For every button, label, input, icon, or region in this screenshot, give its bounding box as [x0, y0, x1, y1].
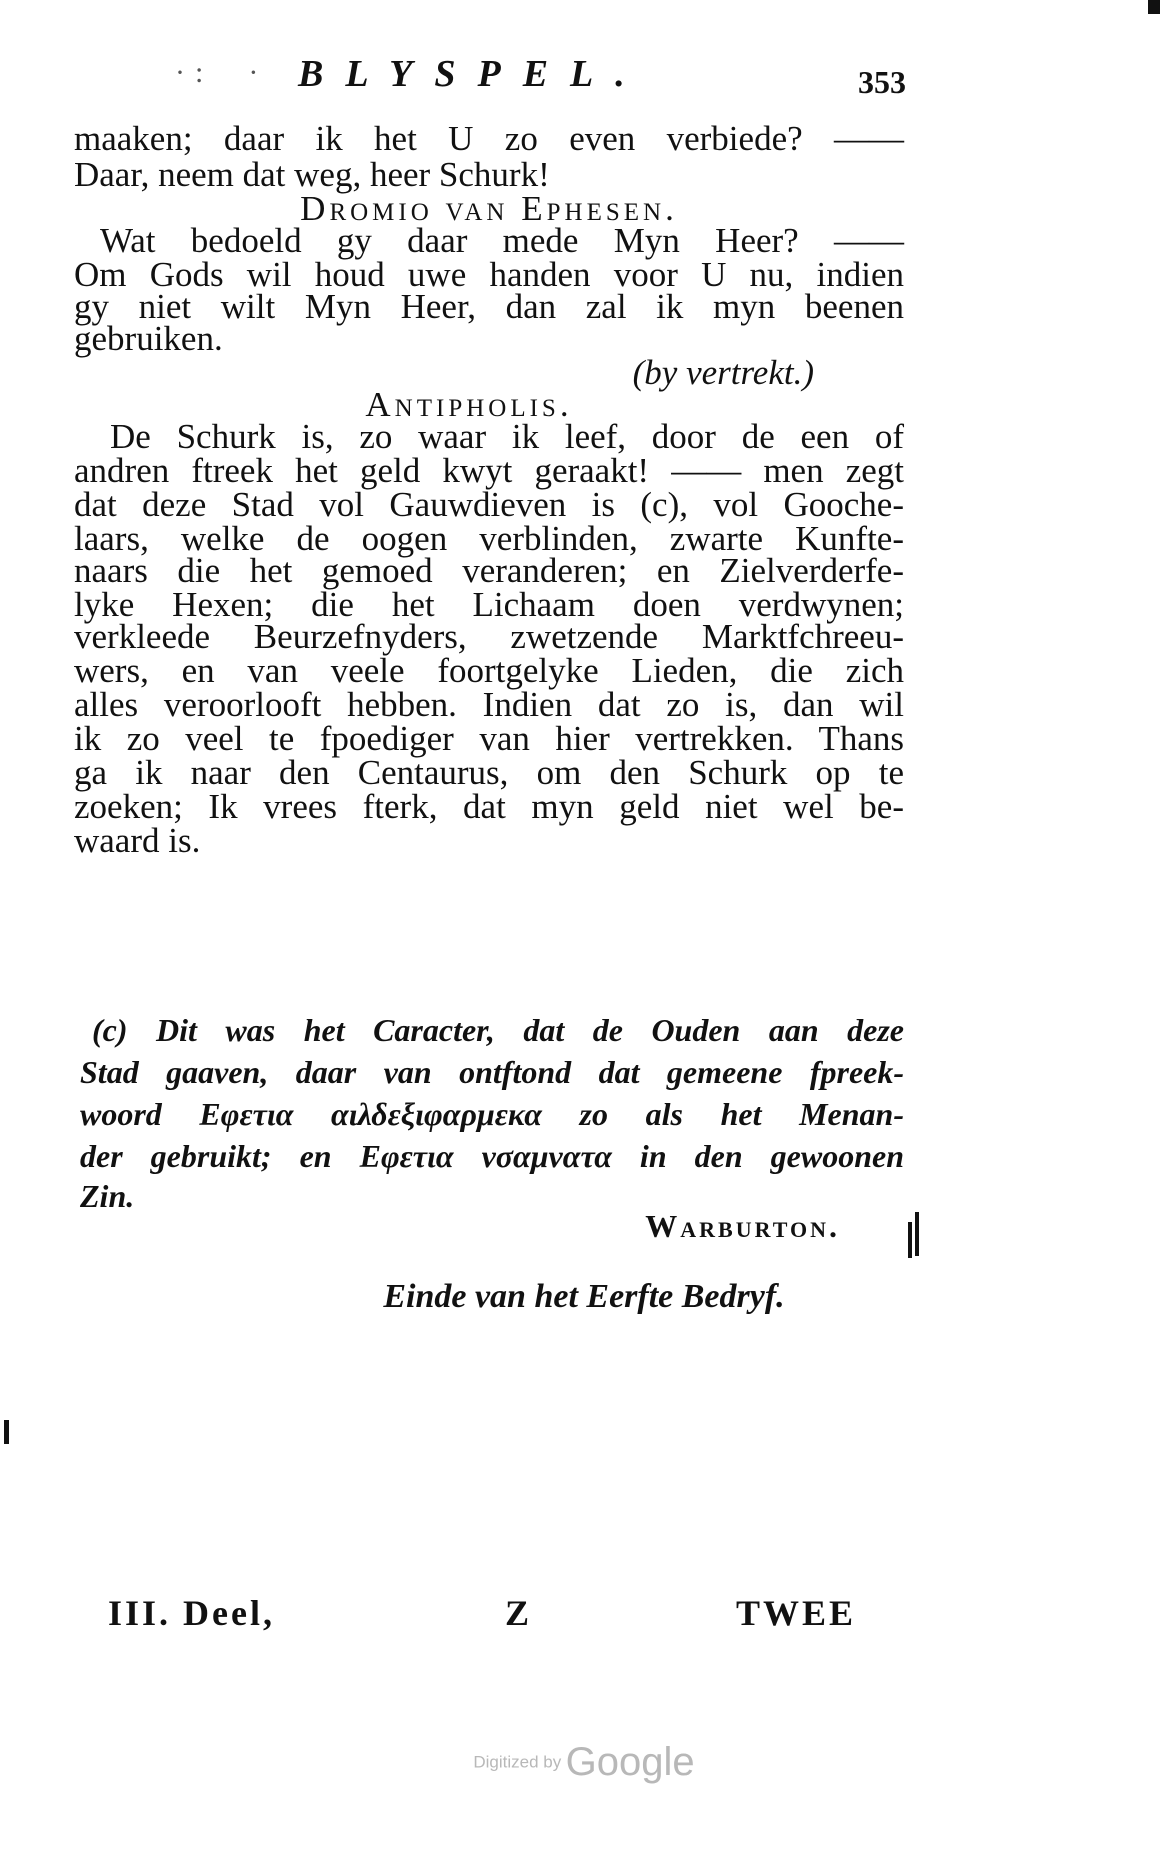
signature-mark: Z: [505, 1593, 533, 1633]
text-line: Daar, neem dat weg, heer Schurk!: [74, 155, 550, 194]
scan-edge-mark: [1148, 0, 1160, 14]
text-line: alles veroorlooft hebben. Indien dat zo is, dan wil: [74, 685, 904, 724]
text-line: wers, en van veele foortgelyke Lieden, die zich: [74, 651, 904, 690]
stage-direction: (by vertrekt.): [632, 353, 814, 392]
header-specks: ·: ·: [175, 56, 269, 89]
speaker-heading: Dromio van Ephesen.: [300, 189, 678, 228]
text-line: gy niet wilt Myn Heer, dan zal ik myn beenen: [74, 287, 904, 326]
footnote-signature: Warburton.: [645, 1208, 840, 1244]
text-line: verkleede Beurzefnyders, zwetzende Marktfchreeu-: [74, 617, 904, 656]
scan-edge-mark: [915, 1212, 919, 1256]
footnote-line: Zin.: [80, 1178, 135, 1214]
page-number: 353: [858, 64, 906, 100]
text-line: andren ftreek het geld kwyt geraakt! —— men zegt: [74, 451, 904, 490]
volume-label: III. Deel,: [108, 1593, 275, 1633]
text-line: gebruiken.: [74, 319, 223, 358]
footnote-line: Stad gaaven, daar van ontftond dat gemeene fpreek-: [80, 1054, 904, 1090]
speaker-heading: Antipholis.: [365, 385, 573, 424]
catchword: TWEE: [736, 1593, 857, 1633]
text-line: naars die het gemoed veranderen; en Zielverderfe-: [74, 551, 904, 590]
text-line: dat deze Stad vol Gauwdieven is (c), vol Gooche-: [74, 485, 904, 524]
text-line: ga ik naar den Centaurus, om den Schurk op te: [74, 753, 904, 792]
text-line: Om Gods wil houd uwe handen voor U nu, indien: [74, 255, 904, 294]
text-line: Wat bedoeld gy daar mede Myn Heer? ——: [100, 221, 904, 260]
digitized-by-text: Digitized by: [473, 1752, 562, 1772]
text-line: maaken; daar ik het U zo even verbiede? ——: [74, 119, 904, 158]
scan-edge-mark: [908, 1222, 912, 1258]
text-line: ik zo veel te fpoediger van hier vertrekken. Thans: [74, 719, 904, 758]
digitized-by-watermark: [0, 1740, 1168, 1785]
google-wordmark: Google: [565, 1740, 695, 1784]
text-line: lyke Hexen; die het Lichaam doen verdwynen;: [74, 585, 904, 624]
act-end-line: Einde van het Eerfte Bedryf.: [383, 1278, 785, 1315]
scan-edge-mark: [4, 1420, 9, 1444]
running-title: BLYSPEL.: [298, 53, 647, 95]
text-line: waard is.: [74, 821, 201, 860]
footnote-line: woord Εφετια αιλδεξιφαρμεκα zo als het Menan-: [80, 1096, 904, 1132]
footnote-line: der gebruikt; en Εφετια νσαμνατα in den gewoonen: [80, 1138, 904, 1174]
text-line: laars, welke de oogen verblinden, zwarte Kunfte-: [74, 519, 904, 558]
text-line: De Schurk is, zo waar ik leef, door de een of: [110, 417, 904, 456]
text-line: zoeken; Ik vrees fterk, dat myn geld niet wel be-: [74, 787, 904, 826]
footnote-line: (c) Dit was het Caracter, dat de Ouden aan deze: [92, 1012, 904, 1048]
